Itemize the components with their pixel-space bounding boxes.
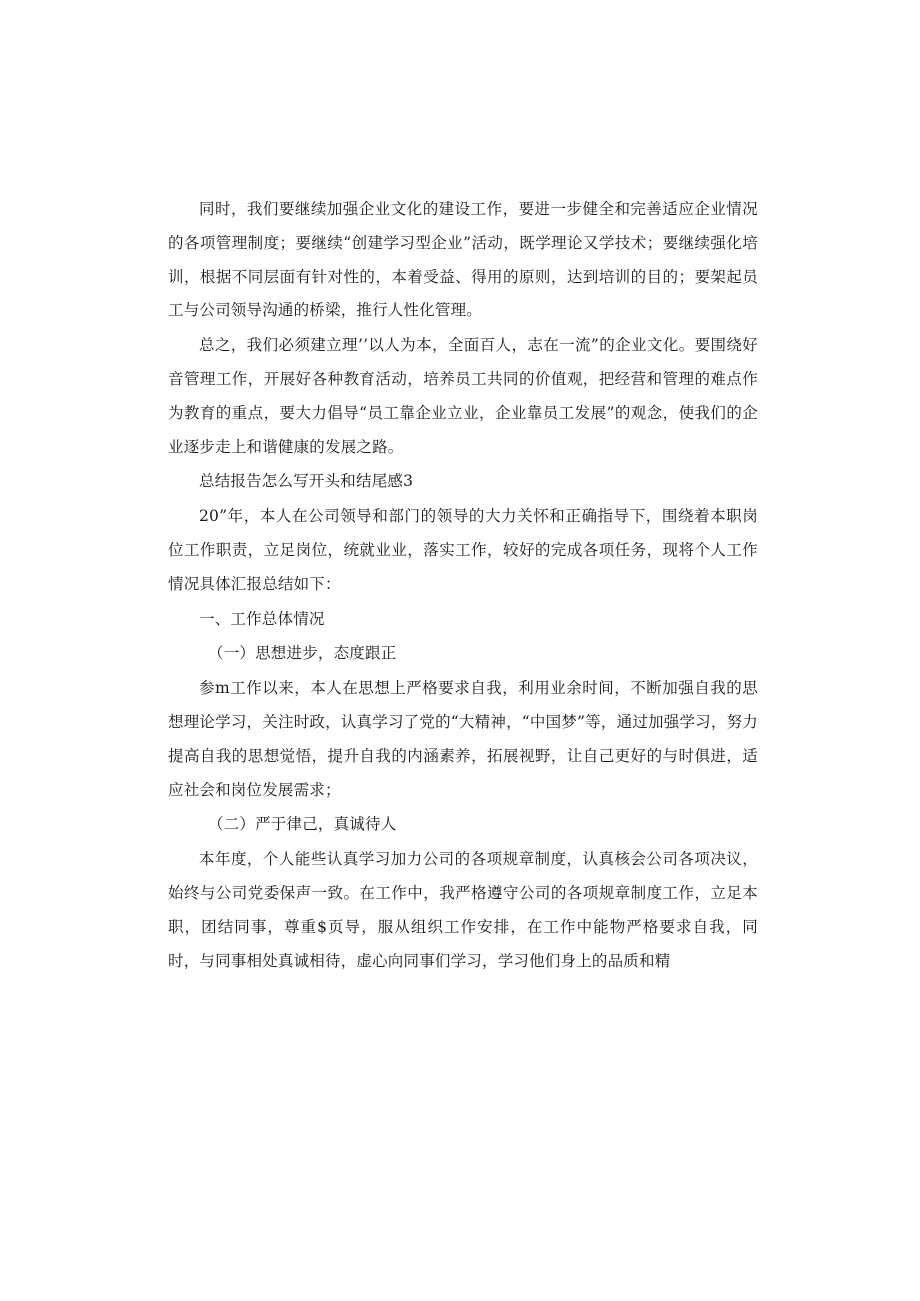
subheading-self-discipline: （二）严于律己，真诚待人 xyxy=(208,815,397,834)
paragraph-culture-building: 同时，我们要继续加强企业文化的建设工作，要进一步健全和完善适应企业情况的各项管理制度；要继续“创建学习型企业”活动，既学理论又学技术；要继续强化培训，根据不同层面有针对性的，本着受益、得用的原则，达到培训的目的；要架起员工与公司领导沟通的桥梁，推行人性化管理。 xyxy=(168,200,758,320)
paragraph-ideological-progress: 参m工作以来，本人在思想上严格要求自我，利用业余时间，不断加强自我的思想理论学习，关注时政，认真学习了党的“大精神，“中国梦”等，通过加强学习，努力提高自我的思想觉悟，提升自我的内涵素养，拓展视野，让自己更好的与时俱进，适应社会和岗位发展需求； xyxy=(168,679,758,799)
heading-overall-situation: 一、工作总体情况 xyxy=(199,609,325,628)
subheading-ideological-progress: （一）思想进步，态度跟正 xyxy=(208,644,397,663)
paragraph-self-discipline: 本年度，个人能些认真学习加力公司的各项规章制度，认真核会公司各项决议，始终与公司党委保声一致。在工作中，我严格遵守公司的各项规章制度工作，立足本职，团结同事，尊重$页导，服从组织工作安排，在工作中能物严格要求自我，同时，与同事相处真诚相待，虚心向同事们学习，学习他们身上的品质和精 xyxy=(168,850,758,970)
document-body xyxy=(168,193,758,978)
section-heading-report-3: 总结报告怎么写开头和结尾感3 xyxy=(199,472,414,491)
paragraph-summary: 总之，我们必须建立理’’以人为本，全面百人，志在一流”的企业文化。要围绕好音管理工作，开展好各种教育活动，培养员工共同的价值观，把经营和管理的难点作为教育的重点，要大力倡导“员工靠企业立业，企业靠员工发展”的观念，使我们的企业逐步走上和谐健康的发展之路。 xyxy=(168,336,758,456)
paragraph-intro: 20”年，本人在公司领导和部门的领导的大力关怀和正确指导下，围绕着本职岗位工作职责，立足岗位，统就业业，落实工作，较好的完成各项任务，现将个人工作情况具体汇报总结如下： xyxy=(168,507,758,593)
